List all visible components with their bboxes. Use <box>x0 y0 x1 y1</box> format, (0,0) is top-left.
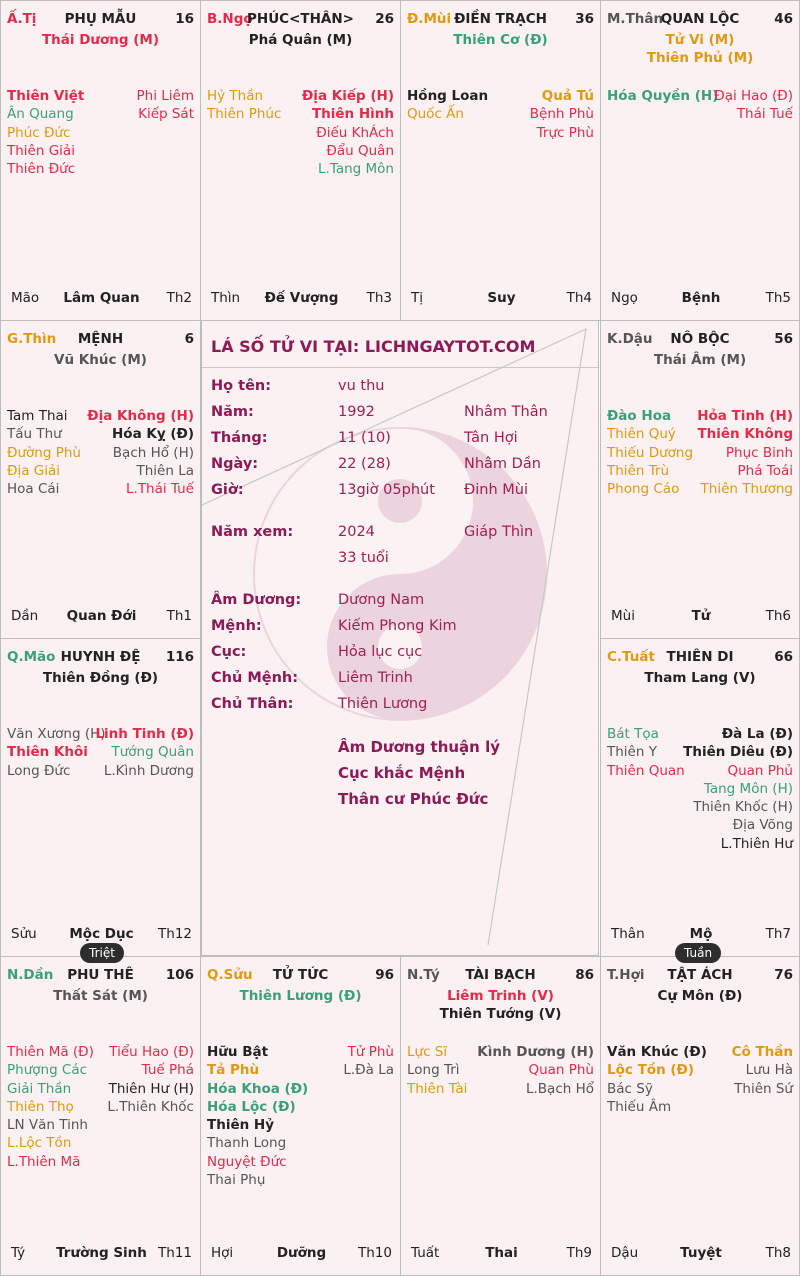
main-stars <box>1 987 200 1005</box>
palace-cell-mao <box>0 638 201 957</box>
minor-stars-right <box>697 407 793 498</box>
minor-star: Hồng Loan <box>407 88 489 104</box>
minor-stars-left <box>207 1043 308 1189</box>
palace-header <box>7 11 194 31</box>
minor-star: Thanh Long <box>207 1135 287 1152</box>
minor-stars-left <box>7 1043 94 1171</box>
palace-branch: Sửu <box>11 926 37 942</box>
main-stars <box>201 31 400 49</box>
minor-star: Quan Phủ <box>727 762 793 779</box>
minor-star: Phúc Đức <box>7 124 71 141</box>
minor-star: Giải Thần <box>7 1080 72 1097</box>
minor-star: Tử Phù <box>347 1044 394 1060</box>
minor-star: L.Bạch Hổ <box>525 1080 594 1097</box>
palace-cell-ti <box>400 956 601 1276</box>
minor-star: Thiên La <box>136 462 194 479</box>
main-stars <box>201 987 400 1005</box>
minor-star: L.Tang Môn <box>318 161 394 178</box>
minor-star: Hóa Quyền (H) <box>607 88 719 104</box>
palace-can-chi: K.Dậu <box>607 331 653 347</box>
main-stars <box>601 669 799 687</box>
palace-age: 26 <box>375 11 394 27</box>
triet-badge: Triệt <box>80 943 124 963</box>
palace-name: MỆNH <box>77 331 124 347</box>
palace-name: TÀI BẠCH <box>465 967 536 983</box>
minor-star: Thiên Hỷ <box>207 1117 275 1134</box>
minor-star: Thiên Khôi <box>7 744 88 761</box>
palace-cell-tuat <box>600 638 800 957</box>
palace-can-chi: T.Hợi <box>607 967 645 983</box>
minor-star: Tuế Phá <box>141 1062 194 1079</box>
main-star: Liêm Trinh (V) <box>447 988 554 1004</box>
palace-month: Th5 <box>765 290 791 306</box>
main-stars <box>601 31 799 67</box>
palace-can-chi: M.Thân <box>607 11 664 27</box>
minor-star: Điếu KhÁch <box>316 124 394 141</box>
palace-branch: Thìn <box>211 290 241 306</box>
main-star: Tử Vi (M) <box>665 32 735 48</box>
info-value: 1992 <box>338 404 375 420</box>
info-value: 13giờ 05phút <box>338 482 435 498</box>
minor-star: Tả Phù <box>207 1062 260 1079</box>
palace-month: Th2 <box>166 290 192 306</box>
info-value: 33 tuổi <box>338 550 389 566</box>
minor-star: Quan Phù <box>528 1062 594 1079</box>
minor-star: Phong Cáo <box>607 481 680 498</box>
info-row-day <box>211 456 598 478</box>
info-row-year <box>211 404 598 426</box>
note-cuc: Cục khắc Mệnh <box>338 764 466 782</box>
minor-star: L.Kình Dương <box>103 762 194 779</box>
palace-footer <box>611 608 791 626</box>
palace-age: 86 <box>575 967 594 983</box>
palace-header <box>7 649 194 669</box>
minor-star: Long Đức <box>7 762 71 779</box>
truong-sinh-stage: Quan Đới <box>66 608 137 624</box>
palace-month: Th1 <box>166 608 192 624</box>
minor-star: Hỷ Thần <box>207 88 264 104</box>
info-label: Tháng: <box>211 430 268 446</box>
main-stars <box>1 31 200 49</box>
info-value: 22 (28) <box>338 456 391 472</box>
info-row-age <box>211 550 598 572</box>
palace-header <box>407 11 594 31</box>
info-value: vu thu <box>338 378 385 394</box>
minor-stars-right <box>343 1043 394 1080</box>
minor-stars-left <box>607 407 693 498</box>
minor-stars-right <box>530 87 594 142</box>
palace-header <box>607 967 793 987</box>
info-row-hour <box>211 482 598 504</box>
main-stars <box>401 987 600 1023</box>
minor-star: Hỏa Tinh (H) <box>697 408 793 424</box>
palace-name: TẬT ÁCH <box>667 967 733 983</box>
minor-star: Địa Kiếp (H) <box>302 88 394 104</box>
info-row-cuc <box>211 644 598 666</box>
minor-star: Nguyệt Đức <box>207 1153 287 1170</box>
minor-star: Lộc Tồn (Đ) <box>607 1062 695 1079</box>
chart-title: LÁ SỐ TỬ VI TẠI: LICHNGAYTOT.COM <box>211 337 536 356</box>
info-row-chu-menh <box>211 670 598 692</box>
palace-cell-hoi <box>600 956 800 1276</box>
main-star: Thất Sát (M) <box>53 988 148 1004</box>
minor-star: Thiên Hư (H) <box>108 1080 194 1097</box>
main-star: Cự Môn (Đ) <box>657 988 743 1004</box>
info-label: Chủ Mệnh: <box>211 670 299 686</box>
palace-name: THIÊN DI <box>666 649 734 665</box>
palace-branch: Tị <box>411 290 423 306</box>
minor-star: Tấu Thư <box>7 426 62 443</box>
palace-cell-suu <box>200 956 401 1276</box>
palace-month: Th12 <box>158 926 192 942</box>
minor-star: Tam Thai <box>7 408 68 424</box>
minor-stars-right <box>732 1043 793 1098</box>
minor-star: Phục Binh <box>725 444 793 461</box>
info-row-am-duong <box>211 592 598 614</box>
truong-sinh-stage: Mộc Dục <box>69 926 134 942</box>
minor-star: Thiên Phúc <box>207 106 282 123</box>
minor-star: Thiên Tài <box>407 1080 468 1097</box>
minor-stars-right <box>95 725 194 780</box>
center-info-panel <box>201 320 599 956</box>
info-row-view-year <box>211 524 598 546</box>
minor-star: Tướng Quân <box>111 744 194 761</box>
main-stars <box>1 351 200 369</box>
palace-can-chi: Đ.Mùi <box>407 11 452 27</box>
minor-star: LN Văn Tinh <box>7 1117 88 1134</box>
palace-month: Th6 <box>765 608 791 624</box>
minor-star: Thiên Y <box>607 744 657 761</box>
minor-star: L.Thái Tuế <box>126 481 194 498</box>
minor-star: Địa Võng <box>732 817 793 834</box>
minor-star: Đẩu Quân <box>326 142 394 159</box>
minor-stars-left <box>407 87 488 124</box>
minor-stars-left <box>207 87 281 124</box>
palace-age: 106 <box>165 967 194 983</box>
minor-stars-left <box>607 87 718 105</box>
main-stars <box>601 351 799 369</box>
minor-star: Lực Sĩ <box>407 1044 448 1060</box>
minor-stars-right <box>477 1043 594 1098</box>
minor-star: Hóa Khoa (Đ) <box>207 1080 309 1097</box>
minor-star: Đại Hao (Đ) <box>714 88 793 104</box>
palace-can-chi: N.Dần <box>7 967 54 983</box>
main-star: Phá Quân (M) <box>248 32 353 48</box>
palace-cell-thin <box>0 320 201 639</box>
info-canchi: Giáp Thìn <box>464 524 534 540</box>
palace-age: 6 <box>184 331 194 347</box>
truong-sinh-stage: Thai <box>485 1245 518 1261</box>
info-label: Năm xem: <box>211 524 294 540</box>
minor-star: Thiên Diêu (Đ) <box>683 744 793 761</box>
palace-month: Th8 <box>765 1245 791 1261</box>
info-label: Chủ Thân: <box>211 696 294 712</box>
minor-stars-right <box>302 87 394 178</box>
palace-name: PHỤ MẪU <box>64 11 137 27</box>
palace-age: 16 <box>175 11 194 27</box>
main-stars <box>601 987 799 1005</box>
minor-star: Địa Không (H) <box>87 408 194 424</box>
palace-month: Th7 <box>765 926 791 942</box>
palace-branch: Mão <box>11 290 40 306</box>
minor-star: L.Thiên Mã <box>7 1153 81 1170</box>
minor-star: Hoa Cái <box>7 481 60 498</box>
palace-footer <box>611 926 791 944</box>
info-label: Mệnh: <box>211 618 262 634</box>
minor-star: Bát Tọa <box>607 726 659 742</box>
main-star: Thái Âm (M) <box>653 352 747 368</box>
minor-star: Thiên Đức <box>7 161 76 178</box>
main-star: Thiên Lương (Đ) <box>239 988 362 1004</box>
palace-footer <box>611 1245 791 1263</box>
minor-star: Thiên Sứ <box>734 1080 793 1097</box>
minor-stars-left <box>607 1043 707 1116</box>
palace-footer <box>11 608 192 626</box>
info-canchi: Nhâm Dần <box>464 456 541 472</box>
main-stars <box>401 31 600 49</box>
minor-star: Cô Thần <box>731 1044 793 1060</box>
minor-stars-left <box>7 725 106 780</box>
truong-sinh-stage: Lâm Quan <box>63 290 140 306</box>
palace-month: Th10 <box>358 1245 392 1261</box>
minor-stars-right <box>107 1043 194 1116</box>
minor-star: Hóa Kỵ (Đ) <box>112 426 194 443</box>
minor-star: Thiên Việt <box>7 88 85 104</box>
palace-can-chi: Ấ.Tị <box>7 11 37 27</box>
main-star: Thiên Tướng (V) <box>439 1006 562 1022</box>
truong-sinh-stage: Đế Vượng <box>264 290 339 306</box>
info-label: Ngày: <box>211 456 259 472</box>
minor-stars-left <box>407 1043 467 1098</box>
minor-star: Thiên Thương <box>700 481 793 498</box>
info-canchi: Đinh Mùi <box>464 482 528 498</box>
info-value: Kiếm Phong Kim <box>338 618 457 634</box>
main-star: Thiên Phủ (M) <box>646 50 754 66</box>
info-value: 2024 <box>338 524 375 540</box>
palace-footer <box>611 290 791 308</box>
minor-star: L.Lộc Tồn <box>7 1135 72 1152</box>
info-value: Liêm Trinh <box>338 670 413 686</box>
truong-sinh-stage: Tuyệt <box>680 1245 722 1261</box>
palace-footer <box>11 1245 192 1263</box>
palace-footer <box>211 290 392 308</box>
palace-cell-ngo <box>200 0 401 321</box>
minor-star: Quốc Ấn <box>407 106 464 123</box>
tuan-badge: Tuần <box>675 943 721 963</box>
minor-star: Quả Tú <box>541 88 594 104</box>
minor-star: Thiếu Dương <box>607 444 694 461</box>
minor-star: Phá Toái <box>737 462 793 479</box>
minor-star: Thiên Trù <box>607 462 670 479</box>
palace-name: ĐIỀN TRẠCH <box>454 11 547 27</box>
minor-star: Lưu Hà <box>745 1062 793 1079</box>
minor-star: Thiên Giải <box>7 142 75 159</box>
minor-stars-right <box>714 87 793 124</box>
palace-cell-than <box>600 0 800 321</box>
palace-branch: Hợi <box>211 1245 234 1261</box>
minor-stars-left <box>7 407 81 498</box>
info-label: Cục: <box>211 644 247 660</box>
palace-footer <box>411 290 592 308</box>
minor-star: Thiên Khốc (H) <box>693 799 793 816</box>
minor-stars-left <box>7 87 84 178</box>
minor-star: Thiên Thọ <box>7 1098 74 1115</box>
info-canchi: Nhâm Thân <box>464 404 548 420</box>
minor-star: Thiên Quý <box>607 426 676 443</box>
palace-header <box>207 11 394 31</box>
palace-age: 46 <box>774 11 793 27</box>
info-label: Giờ: <box>211 482 244 498</box>
main-star: Thái Dương (M) <box>41 32 160 48</box>
palace-cell-dau <box>600 320 800 639</box>
minor-star: Thiên Hình <box>311 106 394 123</box>
minor-star: Bệnh Phù <box>529 106 594 123</box>
info-row-menh <box>211 618 598 640</box>
palace-header <box>607 649 793 669</box>
palace-header <box>607 11 793 31</box>
palace-branch: Dần <box>11 608 39 624</box>
minor-star: Phi Liêm <box>136 88 194 104</box>
palace-can-chi: Q.Mão <box>7 649 56 665</box>
palace-name: QUAN LỘC <box>660 11 740 27</box>
palace-can-chi: N.Tý <box>407 967 440 983</box>
main-star: Thiên Cơ (Đ) <box>453 32 548 48</box>
palace-name: PHU THÊ <box>67 967 134 983</box>
truong-sinh-stage: Bệnh <box>681 290 721 306</box>
minor-star: Thiên Mã (Đ) <box>7 1044 94 1060</box>
palace-month: Th3 <box>366 290 392 306</box>
palace-branch: Thân <box>611 926 645 942</box>
minor-star: Linh Tinh (Đ) <box>95 726 194 742</box>
minor-star: Đường Phù <box>7 444 81 461</box>
info-row-month <box>211 430 598 452</box>
info-row-chu-than <box>211 696 598 718</box>
palace-can-chi: C.Tuất <box>607 649 655 665</box>
palace-age: 56 <box>774 331 793 347</box>
palace-cell-mui <box>400 0 601 321</box>
palace-cell-ty <box>0 0 201 321</box>
minor-star: L.Thiên Khốc <box>107 1098 194 1115</box>
minor-star: Kình Dương (H) <box>477 1044 594 1060</box>
palace-name: PHÚC<THÂN> <box>247 11 354 27</box>
palace-header <box>7 331 194 351</box>
palace-cell-dan <box>0 956 201 1276</box>
truong-sinh-stage: Mộ <box>689 926 713 942</box>
palace-name: NÔ BỘC <box>670 331 730 347</box>
palace-age: 96 <box>375 967 394 983</box>
palace-header <box>207 967 394 987</box>
minor-star: Ân Quang <box>7 106 74 123</box>
palace-age: 116 <box>165 649 194 665</box>
note-am-duong: Âm Dương thuận lý <box>338 738 501 756</box>
palace-name: HUYNH ĐỆ <box>60 649 141 665</box>
minor-star: Đào Hoa <box>607 408 672 424</box>
minor-star: L.Đà La <box>343 1062 394 1079</box>
palace-footer <box>11 290 192 308</box>
main-star: Vũ Khúc (M) <box>54 352 147 368</box>
minor-star: Đà La (Đ) <box>721 726 793 742</box>
minor-stars-right <box>87 407 194 498</box>
info-canchi: Tân Hợi <box>464 430 518 446</box>
minor-star: L.Thiên Hư <box>720 835 793 852</box>
info-value: Dương Nam <box>338 592 425 608</box>
title-divider <box>202 367 598 368</box>
minor-stars-right <box>137 87 194 124</box>
palace-header <box>407 967 594 987</box>
minor-star: Tang Môn (H) <box>703 780 793 797</box>
truong-sinh-stage: Suy <box>487 290 516 306</box>
palace-branch: Dậu <box>611 1245 639 1261</box>
palace-branch: Ngọ <box>611 290 638 306</box>
note-than: Thân cư Phúc Đức <box>338 790 489 808</box>
minor-star: Thiên Quan <box>607 762 685 779</box>
palace-branch: Tuất <box>411 1245 440 1261</box>
minor-star: Hóa Lộc (Đ) <box>207 1098 296 1115</box>
palace-footer <box>11 926 192 944</box>
main-star: Thiên Đồng (Đ) <box>42 670 159 686</box>
palace-month: Th4 <box>566 290 592 306</box>
truong-sinh-stage: Trường Sinh <box>56 1245 147 1261</box>
minor-star: Thiếu Âm <box>607 1098 672 1115</box>
truong-sinh-stage: Dưỡng <box>276 1245 327 1261</box>
info-label: Họ tên: <box>211 378 272 394</box>
palace-can-chi: Q.Sửu <box>207 967 253 983</box>
info-row-name <box>211 378 598 400</box>
palace-footer <box>411 1245 592 1263</box>
palace-month: Th11 <box>158 1245 192 1261</box>
palace-age: 36 <box>575 11 594 27</box>
minor-star: Thiên Không <box>697 426 793 443</box>
palace-header <box>607 331 793 351</box>
palace-branch: Mùi <box>611 608 635 624</box>
minor-stars-right <box>683 725 793 853</box>
info-label: Âm Dương: <box>211 592 302 608</box>
palace-header <box>7 967 194 987</box>
minor-star: Hữu Bật <box>207 1044 269 1060</box>
main-star: Tham Lang (V) <box>644 670 756 686</box>
info-value: 11 (10) <box>338 430 391 446</box>
minor-star: Bạch Hổ (H) <box>112 444 194 461</box>
minor-star: Phượng Các <box>7 1062 88 1079</box>
minor-star: Bác Sỹ <box>607 1080 653 1097</box>
truong-sinh-stage: Tử <box>691 608 711 624</box>
palace-age: 76 <box>774 967 793 983</box>
info-value: Thiên Lương <box>338 696 428 712</box>
info-label: Năm: <box>211 404 254 420</box>
minor-star: Địa Giải <box>7 462 61 479</box>
minor-star: Thai Phụ <box>207 1172 266 1189</box>
palace-footer <box>211 1245 392 1263</box>
palace-can-chi: B.Ngọ <box>207 11 253 27</box>
minor-star: Tiểu Hao (Đ) <box>109 1044 194 1060</box>
minor-star: Trực Phù <box>536 124 594 141</box>
minor-star: Văn Xương (H) <box>7 726 106 742</box>
main-stars <box>1 669 200 687</box>
palace-name: TỬ TỨC <box>272 967 329 983</box>
minor-star: Kiếp Sát <box>138 106 194 123</box>
minor-star: Thái Tuế <box>736 106 793 123</box>
minor-star: Văn Khúc (Đ) <box>607 1044 707 1060</box>
palace-branch: Tý <box>11 1245 26 1261</box>
minor-stars-left <box>607 725 685 780</box>
palace-month: Th9 <box>566 1245 592 1261</box>
minor-star: Long Trì <box>407 1062 460 1079</box>
palace-can-chi: G.Thìn <box>7 331 57 347</box>
info-value: Hỏa lục cục <box>338 644 423 660</box>
palace-age: 66 <box>774 649 793 665</box>
